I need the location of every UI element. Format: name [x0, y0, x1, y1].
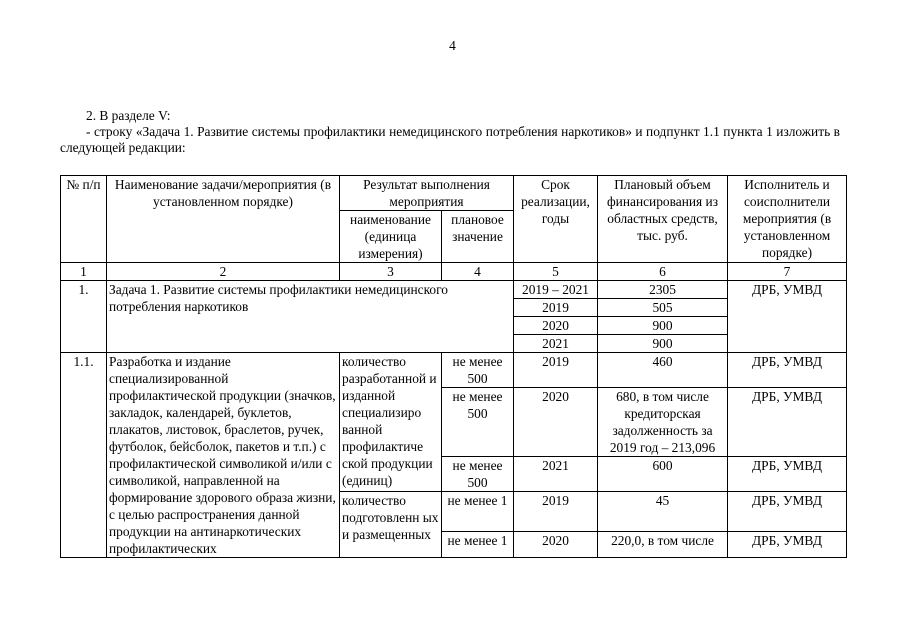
task1-executor: ДРБ, УМВД — [728, 281, 847, 353]
header-result-value: плановое значение — [442, 211, 514, 263]
item11-indicator-1: количество разработанной и изданной специализиро ванной профилактиче ской продукции (единиц) — [340, 353, 442, 492]
col-number: 4 — [442, 263, 514, 281]
task1-row — [61, 281, 847, 299]
item11-year: 2020 — [514, 388, 598, 457]
col-number: 2 — [107, 263, 340, 281]
header-num: № п/п — [61, 176, 107, 263]
col-number: 7 — [728, 263, 847, 281]
column-number-row — [61, 263, 847, 281]
item11-executor: ДРБ, УМВД — [728, 532, 847, 558]
task1-year: 2021 — [514, 335, 598, 353]
item11-amount: 600 — [598, 457, 728, 492]
task1-amount: 900 — [598, 335, 728, 353]
task1-year: 2019 – 2021 — [514, 281, 598, 299]
item11-executor: ДРБ, УМВД — [728, 388, 847, 457]
item11-value: не менее 1 — [442, 492, 514, 532]
section-intro — [60, 108, 840, 156]
task1-year: 2020 — [514, 317, 598, 335]
item11-amount: 680, в том числе кредиторская задолженность за 2019 год – 213,096 — [598, 388, 728, 457]
task1-amount: 505 — [598, 299, 728, 317]
item11-value: не менее 500 — [442, 353, 514, 388]
header-executor: Исполнитель и соисполнители мероприятия (в установленном порядке) — [728, 176, 847, 263]
item11-name: Разработка и издание специализированной профилактической продукции (значков, закладок, календарей, буклетов, плакатов, листовок, браслетов, ручек, футболок, бейсболок, пакетов и т.п.) с профилактической символикой и/или с символикой, направленной на формирование здорового образа жизни, с целью распространения данной продукции на антинаркотических профилактических — [107, 353, 340, 558]
item11-row — [61, 353, 847, 388]
task1-year: 2019 — [514, 299, 598, 317]
measures-table — [60, 175, 847, 558]
intro-line-2: - строку «Задача 1. Развитие системы профилактики немедицинского потребления наркотиков» и подпункт 1.1 пункта 1 изложить в следующей редакции: — [60, 124, 840, 155]
task1-num: 1. — [61, 281, 107, 353]
task1-amount: 2305 — [598, 281, 728, 299]
item11-value: не менее 500 — [442, 388, 514, 457]
header-name: Наименование задачи/мероприятия (в установленном порядке) — [107, 176, 340, 263]
item11-indicator-2: количество подготовленн ых и размещенных — [340, 492, 442, 558]
item11-executor: ДРБ, УМВД — [728, 457, 847, 492]
item11-executor: ДРБ, УМВД — [728, 353, 847, 388]
header-row — [61, 176, 847, 211]
col-number: 5 — [514, 263, 598, 281]
task1-name: Задача 1. Развитие системы профилактики немедицинского потребления наркотиков — [107, 281, 514, 353]
item11-amount: 45 — [598, 492, 728, 532]
header-result-name: наименование (единица измерения) — [340, 211, 442, 263]
task1-amount: 900 — [598, 317, 728, 335]
item11-num: 1.1. — [61, 353, 107, 558]
header-result: Результат выполнения мероприятия — [340, 176, 514, 211]
item11-year: 2019 — [514, 353, 598, 388]
col-number: 3 — [340, 263, 442, 281]
item11-executor: ДРБ, УМВД — [728, 492, 847, 532]
item11-amount: 220,0, в том числе — [598, 532, 728, 558]
item11-year: 2021 — [514, 457, 598, 492]
item11-value: не менее 500 — [442, 457, 514, 492]
item11-year: 2020 — [514, 532, 598, 558]
item11-year: 2019 — [514, 492, 598, 532]
item11-value: не менее 1 — [442, 532, 514, 558]
col-number: 6 — [598, 263, 728, 281]
header-term: Срок реализации, годы — [514, 176, 598, 263]
intro-line-1: 2. В разделе V: — [86, 108, 171, 123]
col-number: 1 — [61, 263, 107, 281]
item11-amount: 460 — [598, 353, 728, 388]
page-number: 4 — [449, 38, 456, 53]
header-funding: Плановый объем финансирования из областных средств, тыс. руб. — [598, 176, 728, 263]
